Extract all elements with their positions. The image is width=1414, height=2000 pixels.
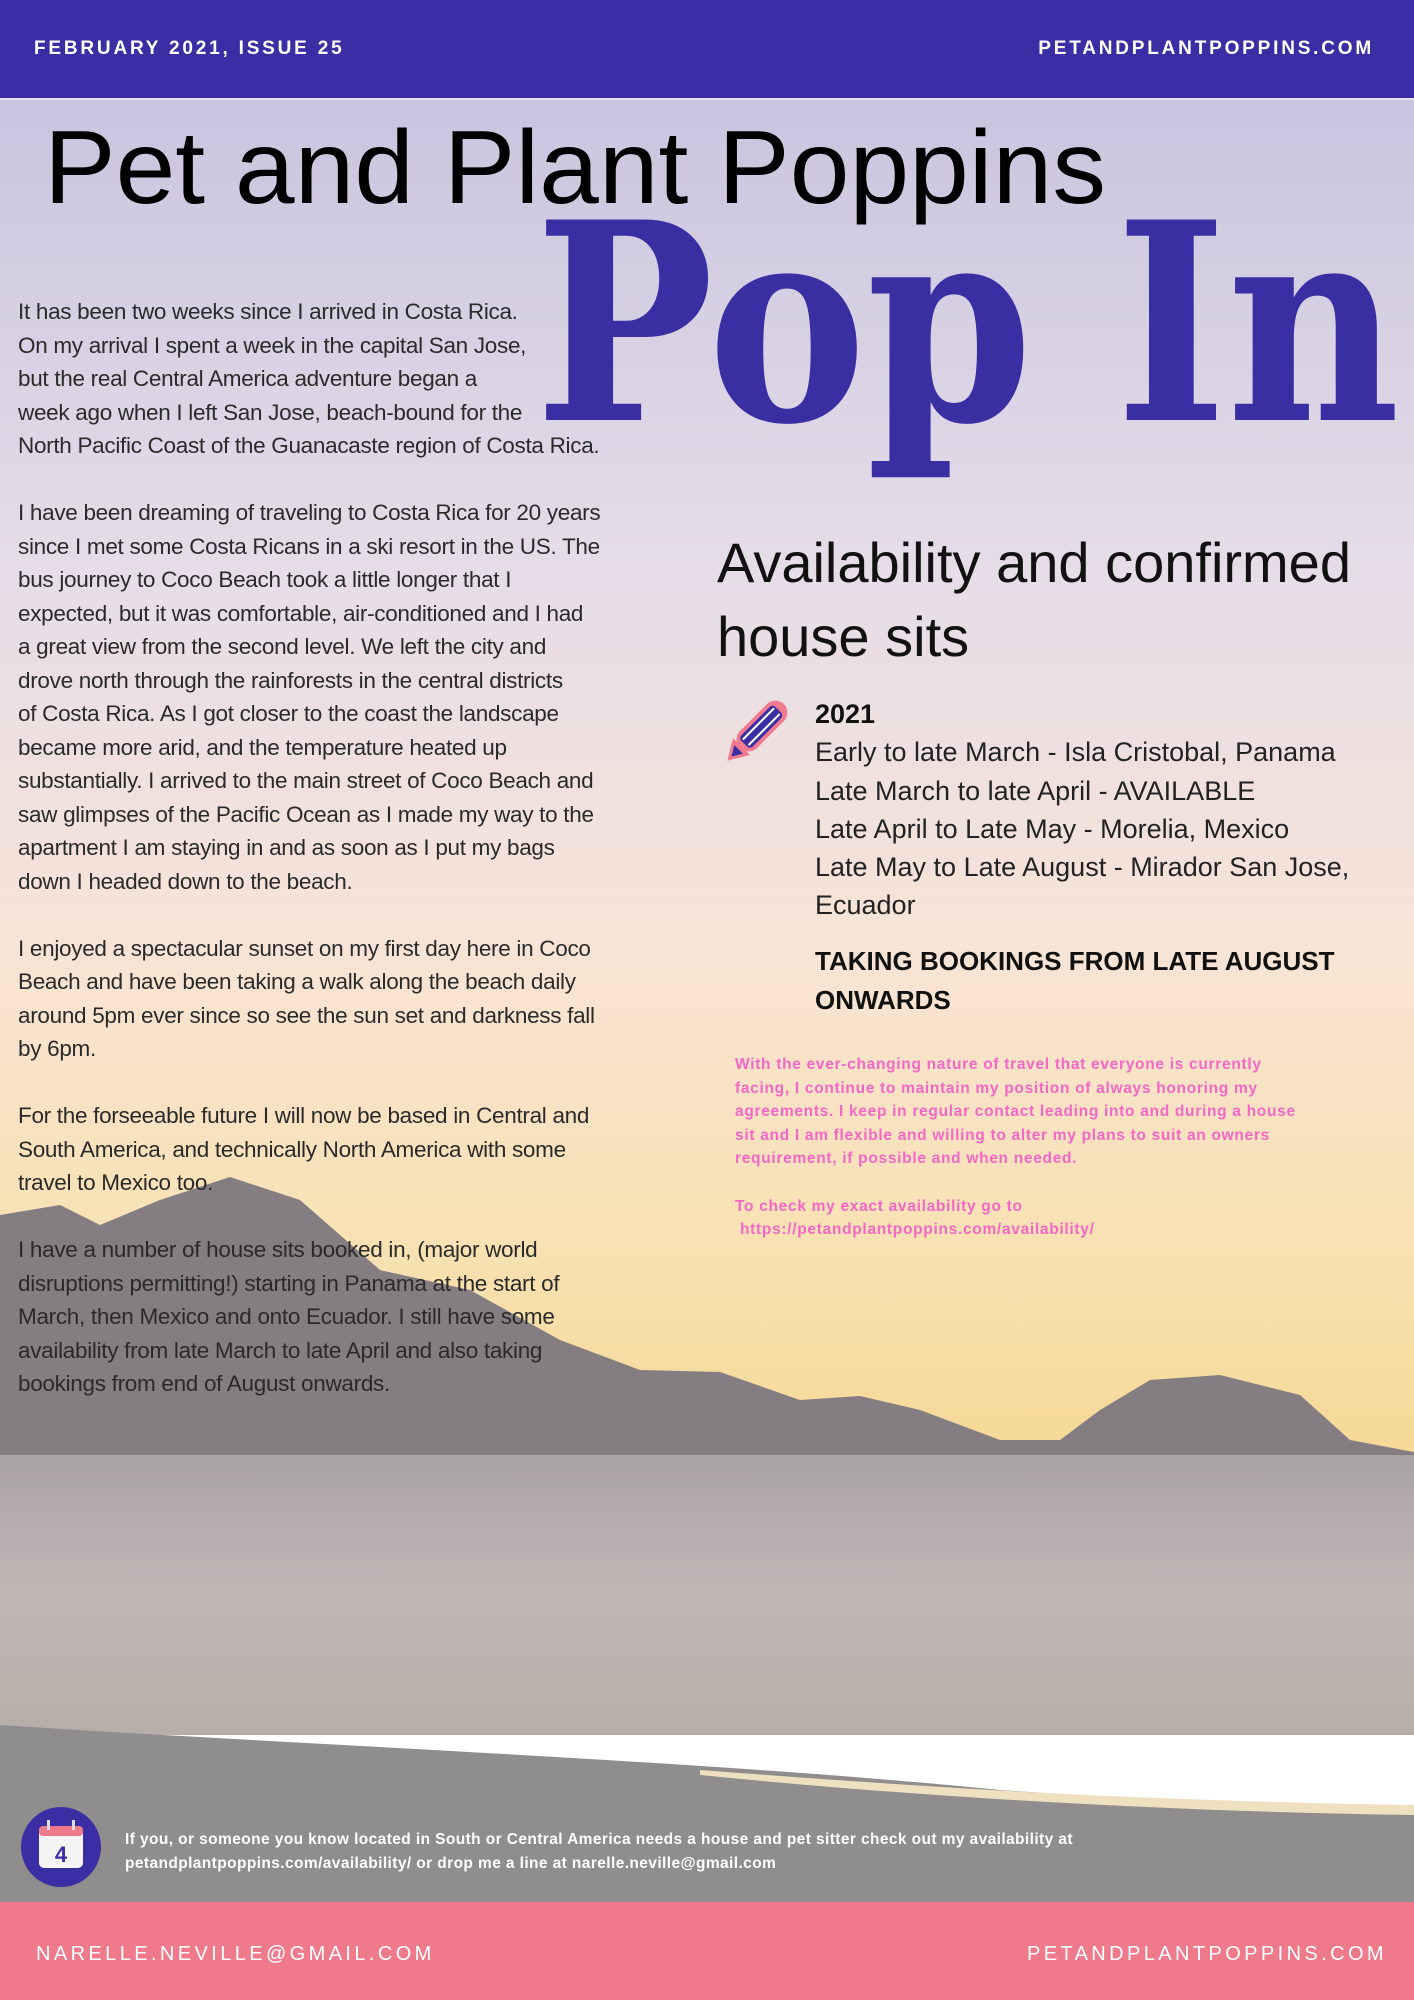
heading-line: Availability and confirmed (717, 531, 1351, 594)
bottom-banner (0, 1902, 1414, 2000)
article-line: South America, and technically North America with some (18, 1136, 566, 1162)
policy-statement (735, 1053, 1405, 1242)
schedule-item: Late May to Late August - Mirador San Jose, (815, 852, 1350, 883)
article-line: but the real Central America adventure began a (18, 366, 477, 391)
article-line: by 6pm. (18, 1036, 96, 1061)
schedule-item: Early to late March - Isla Cristobal, Panama (815, 737, 1336, 768)
article-line: apartment I am staying in and as soon as I put my bags (18, 835, 555, 860)
note-line: If you, or someone you know located in South or Central America needs a house and pet sitter check out my availability at (125, 1831, 1073, 1848)
note-line: petandplantpoppins.com/availability/ or drop me a line at narelle.neville@gmail.com (125, 1855, 777, 1872)
contact-note (125, 1828, 1073, 1876)
schedule-item: Late April to Late May - Morelia, Mexico (815, 813, 1290, 844)
article-line: became more arid, and the temperature heated up (18, 734, 507, 760)
article-line: bus journey to Coco Beach took a little longer that I (18, 567, 512, 592)
article-body (18, 295, 718, 1434)
article-line: It has been two weeks since I arrived in Costa Rica. (18, 299, 518, 324)
bookings-line: ONWARDS (815, 984, 951, 1015)
schedule-year: 2021 (815, 699, 876, 729)
article-paragraph (18, 496, 718, 898)
pencil-icon (720, 695, 794, 767)
article-line: week ago when I left San Jose, beach-bound for the (18, 399, 523, 425)
calendar-icon (20, 1806, 102, 1888)
schedule-item: Late March to late April - AVAILABLE (815, 775, 1256, 806)
article-line: disruptions permitting!) starting in Panama at the start of (18, 1270, 560, 1296)
article-line: On my arrival I spent a week in the capital San Jose, (18, 332, 527, 358)
article-paragraph (18, 1099, 718, 1200)
article-paragraph (18, 295, 718, 463)
availability-link[interactable]: https://petandplantpoppins.com/availability/ (735, 1221, 1095, 1239)
schedule-item: Ecuador (815, 890, 916, 921)
bookings-line: TAKING BOOKINGS FROM LATE AUGUST (815, 946, 1335, 976)
article-line: For the forseeable future I will now be based in Central and (18, 1103, 590, 1128)
email-link[interactable]: NARELLE.NEVILLE@GMAIL.COM (36, 1943, 435, 1965)
article-line: I have been dreaming of traveling to Costa Rica for 20 years (18, 500, 601, 525)
house-sit-schedule (815, 695, 1349, 925)
article-paragraph (18, 932, 718, 1066)
bookings-notice (815, 942, 1395, 1019)
article-line: drove north through the rainforests in the central districts (18, 667, 563, 693)
article-line: around 5pm ever since so see the sun set and darkness fall (18, 1002, 595, 1028)
article-line: travel to Mexico too. (18, 1170, 214, 1195)
availability-check-text: To check my exact availability go to (735, 1197, 1023, 1215)
article-line: of Costa Rica. As I got closer to the coast the landscape (18, 701, 559, 726)
pop-in-heading: Pop In (535, 162, 1400, 485)
article-line: March, then Mexico and onto Ecuador. I still have some (18, 1304, 555, 1329)
article-line: North Pacific Coast of the Guanacaste region of Costa Rica. (18, 433, 600, 458)
availability-heading (717, 526, 1351, 674)
article-line: saw glimpses of the Pacific Ocean as I made my way to the (18, 801, 594, 827)
policy-line: requirement, if possible and when needed. (735, 1150, 1078, 1168)
article-line: bookings from end of August onwards. (18, 1371, 390, 1396)
article-line: down I headed down to the beach. (18, 868, 353, 894)
calendar-day: 4 (54, 1842, 68, 1867)
footer-site-link[interactable]: PETANDPLANTPOPPINS.COM (1026, 1943, 1387, 1965)
article-line: availability from late March to late April and also taking (18, 1337, 543, 1363)
article-paragraph (18, 1233, 718, 1401)
site-link[interactable]: PETANDPLANTPOPPINS.COM (1038, 38, 1374, 59)
policy-line: With the ever-changing nature of travel that everyone is currently (735, 1056, 1262, 1073)
policy-line: facing, I continue to maintain my position of always honoring my (735, 1079, 1258, 1097)
heading-line: house sits (717, 605, 970, 668)
article-line: Beach and have been taking a walk along the beach daily (18, 969, 576, 994)
article-line: I enjoyed a spectacular sunset on my first day here in Coco (18, 935, 591, 961)
newsletter-title: Pet and Plant Poppins (44, 110, 1106, 226)
article-line: expected, but it was comfortable, air-conditioned and I had (18, 600, 584, 626)
article-line: I have a number of house sits booked in, (major world (18, 1237, 538, 1262)
issue-label: FEBRUARY 2021, ISSUE 25 (34, 38, 345, 59)
article-line: since I met some Costa Ricans in a ski resort in the US. The (18, 533, 600, 559)
article-line: a great view from the second level. We left the city and (18, 634, 547, 659)
article-line: substantially. I arrived to the main street of Coco Beach and (18, 768, 594, 793)
policy-line: agreements. I keep in regular contact leading into and during a house (735, 1103, 1296, 1121)
policy-line: sit and I am flexible and willing to alter my plans to suit an owners (735, 1126, 1270, 1144)
